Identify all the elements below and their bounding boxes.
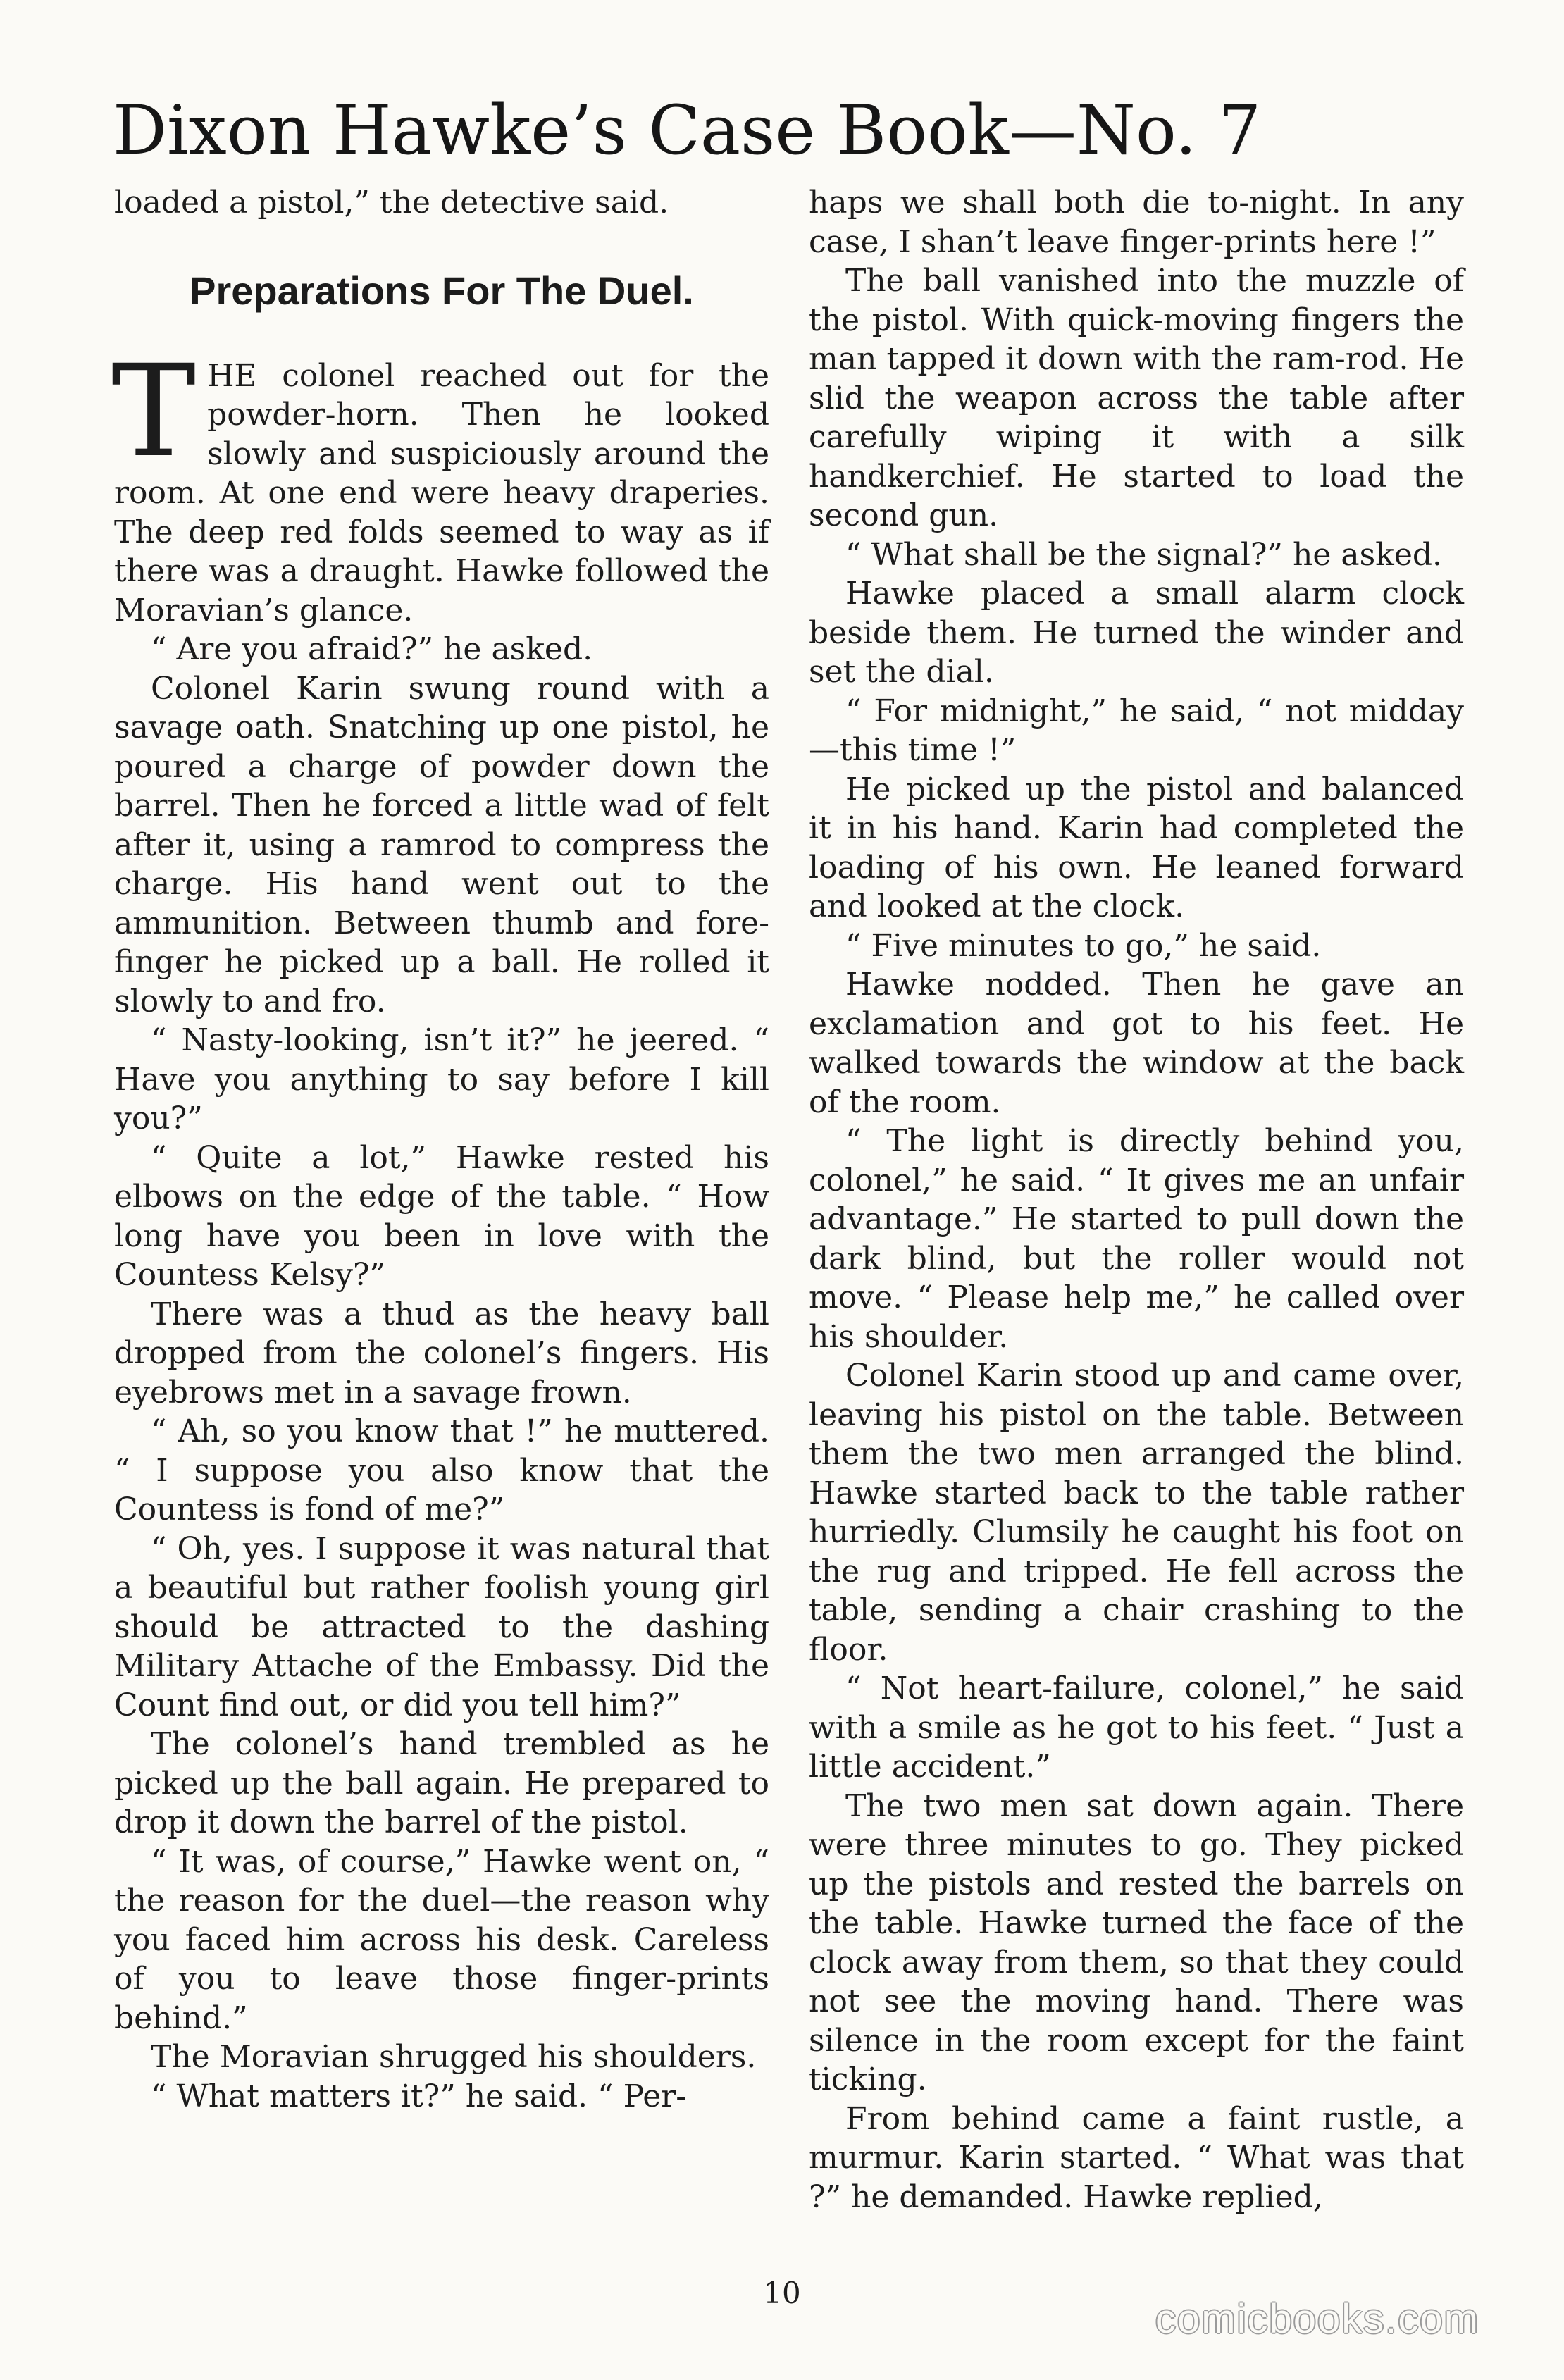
continuation-paragraph: haps we shall both die to-night. In any case, I shan’t leave finger-prints here !” xyxy=(809,185,1464,260)
paragraph: Hawke nodded. Then he gave an exclamation and got to his feet. He walked towards the window at the back of the room. xyxy=(809,967,1464,1120)
paragraph: Colonel Karin swung round with a savage oath. Snatching up one pistol, he poured a charge of powder down the barrel. Then he forced a little wad of felt after it, using a ramrod to compress the charge. His hand went out to the ammunition. Between thumb and fore-finger he picked up a ball. He rolled it slowly to and fro. xyxy=(114,670,769,1019)
paragraph: Hawke placed a small alarm clock beside them. He turned the winder and set the dial. xyxy=(809,576,1464,690)
paragraph: From behind came a faint rustle, a murmur. Karin started. “ What was that ?” he demanded. Hawke replied, xyxy=(809,2100,1464,2215)
intro-paragraph: loaded a pistol,” the detective said. xyxy=(114,185,669,221)
paragraph: The colonel’s hand trembled as he picked up the ball again. He prepared to drop it down the barrel of the pistol. xyxy=(114,1726,769,1840)
right-column xyxy=(809,183,1464,2217)
paragraph: “ Nasty-looking, isn’t it?” he jeered. “ Have you anything to say before I kill you?” xyxy=(114,1022,769,1136)
left-column xyxy=(111,183,769,2116)
paragraph: “ What matters it?” he said. “ Per- xyxy=(151,2078,687,2114)
paragraph: “ Are you afraid?” he asked. xyxy=(151,631,593,667)
paragraph: “ What shall be the signal?” he asked. xyxy=(845,536,1443,573)
paragraph: The ball vanished into the muzzle of the pistol. With quick-moving fingers the man tapped it down with the ram-rod. He slid the weapon across the table after carefully wiping it with a silk handkerchief. He started to load the second gun. xyxy=(809,263,1464,533)
page-title: Dixon Hawke’s Case Book—No. 7 xyxy=(113,91,1262,170)
paragraph: “ Ah, so you know that !” he muttered. “ I suppose you also know that the Countess is fond of me?” xyxy=(114,1413,769,1527)
section-heading: Preparations For The Duel. xyxy=(190,268,694,313)
paragraph: “ Five minutes to go,” he said. xyxy=(845,927,1322,964)
first-paragraph-text: HE colonel reached out for the powder-horn. Then he looked slowly and suspiciously around the room. At one end were heavy draperies. The deep red folds seemed to way as if there was a draught. Hawke followed the Moravian’s glance. xyxy=(114,357,769,628)
paragraph: Colonel Karin stood up and came over, leaving his pistol on the table. Between them the two men arranged the blind. Hawke started back to the table rather hurriedly. Clumsily he caught his foot on the rug and tripped. He fell across the table, sending a chair crashing to the floor. xyxy=(809,1358,1464,1668)
paragraph: He picked up the pistol and balanced it in his hand. Karin had completed the loading of his own. He leaned forward and looked at the clock. xyxy=(809,771,1464,924)
paragraph: The Moravian shrugged his shoulders. xyxy=(151,2039,757,2075)
paragraph: The two men sat down again. There were three minutes to go. They picked up the pistols and rested the barrels on the table. Hawke turned the face of the clock away from them, so that they could not see the moving hand. There was silence in the room except for the faint ticking. xyxy=(809,1787,1464,2097)
watermark-logo: comicbooks.com xyxy=(1155,2296,1479,2342)
paragraph: There was a thud as the heavy ball dropped from the colonel’s fingers. His eyebrows met in a savage frown. xyxy=(114,1296,769,1411)
paragraph: “ Quite a lot,” Hawke rested his elbows on the edge of the table. “ How long have you been in love with the Countess Kelsy?” xyxy=(114,1139,769,1293)
page-number: 10 xyxy=(763,2276,801,2310)
first-paragraph xyxy=(111,337,769,631)
paragraph: “ For midnight,” he said, “ not midday—this time !” xyxy=(809,693,1464,768)
paragraph: “ Oh, yes. I suppose it was natural that a beautiful but rather foolish young girl should be attracted to the dashing Military Attache of the Embassy. Did the Count find out, or did you tell him?” xyxy=(114,1530,769,1723)
paragraph: “ It was, of course,” Hawke went on, “ the reason for the duel—the reason why you faced him across his desk. Careless of you to leave those finger-prints behind.” xyxy=(114,1843,769,2036)
paragraph: “ The light is directly behind you, colonel,” he said. “ It gives me an unfair advantage.” He started to pull down the dark blind, but the roller would not move. “ Please help me,” he called over his shoulder. xyxy=(809,1123,1464,1355)
paragraph: “ Not heart-failure, colonel,” he said with a smile as he got to his feet. “ Just a little accident.” xyxy=(809,1671,1464,1785)
drop-cap: T xyxy=(111,337,197,485)
